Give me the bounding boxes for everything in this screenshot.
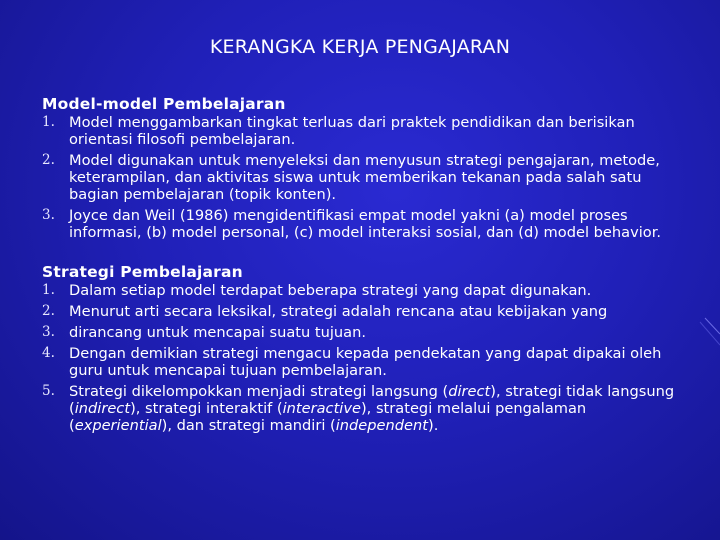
list-number: 3. [42, 207, 55, 223]
list-item [42, 383, 682, 434]
section-strategies [42, 263, 682, 434]
list-number: 1. [42, 114, 55, 130]
list-item [42, 345, 682, 379]
list-item-text: Dalam setiap model terdapat beberapa strategi yang dapat digunakan. [69, 282, 592, 299]
models-list [42, 114, 682, 241]
section-heading-models: Model-model Pembelajaran [42, 95, 286, 113]
text-segment: ), dan strategi mandiri ( [161, 417, 336, 434]
italic-term: independent [335, 417, 428, 434]
list-number: 4. [42, 345, 55, 361]
list-number: 5. [42, 383, 55, 399]
list-item [42, 207, 682, 241]
section-heading-strategies: Strategi Pembelajaran [42, 263, 243, 281]
italic-term: interactive [282, 400, 361, 417]
list-item-text: Menurut arti secara leksikal, strategi adalah rencana atau kebijakan yang [69, 303, 608, 320]
list-item [42, 152, 682, 203]
text-segment: ). [428, 417, 439, 434]
list-item-text: Model digunakan untuk menyeleksi dan menyusun strategi pengajaran, metode, keterampilan, dan aktivitas siswa untuk memberikan tekanan pada salah satu bagian pembelajaran (topik konten). [69, 152, 660, 203]
list-number: 2. [42, 303, 55, 319]
text-segment: ), strategi melalui pengalaman ( [69, 400, 587, 434]
text-segment: ), strategi tidak langsung ( [69, 383, 675, 417]
italic-term: experiential [74, 417, 162, 434]
text-segment: Strategi dikelompokkan menjadi strategi langsung ( [69, 383, 449, 400]
italic-term: direct [448, 383, 491, 400]
strategies-list [42, 282, 682, 434]
slide-content [42, 95, 682, 438]
list-item-text: Dengan demikian strategi mengacu kepada pendekatan yang dapat dipakai oleh guru untuk mencapai tujuan pembelajaran. [69, 345, 662, 379]
list-item [42, 324, 682, 341]
list-number: 3. [42, 324, 55, 340]
section-spacer [42, 245, 682, 263]
text-segment: ), strategi interaktif ( [130, 400, 283, 417]
list-number: 2. [42, 152, 55, 168]
list-item [42, 303, 682, 320]
list-item-text: dirancang untuk mencapai suatu tujuan. [69, 324, 367, 341]
list-item-text [69, 383, 674, 434]
list-number: 1. [42, 282, 55, 298]
list-item-text: Model menggambarkan tingkat terluas dari praktek pendidikan dan berisikan orientasi filosofi pembelajaran. [69, 114, 635, 148]
list-item [42, 282, 682, 299]
section-models [42, 95, 682, 241]
list-item [42, 114, 682, 148]
slide-title: KERANGKA KERJA PENGAJARAN [209, 36, 511, 58]
italic-term: indirect [74, 400, 131, 417]
list-item-text: Joyce dan Weil (1986) mengidentifikasi empat model yakni (a) model proses informasi, (b) model personal, (c) model interaksi sosial, dan (d) model behavior. [69, 207, 661, 241]
